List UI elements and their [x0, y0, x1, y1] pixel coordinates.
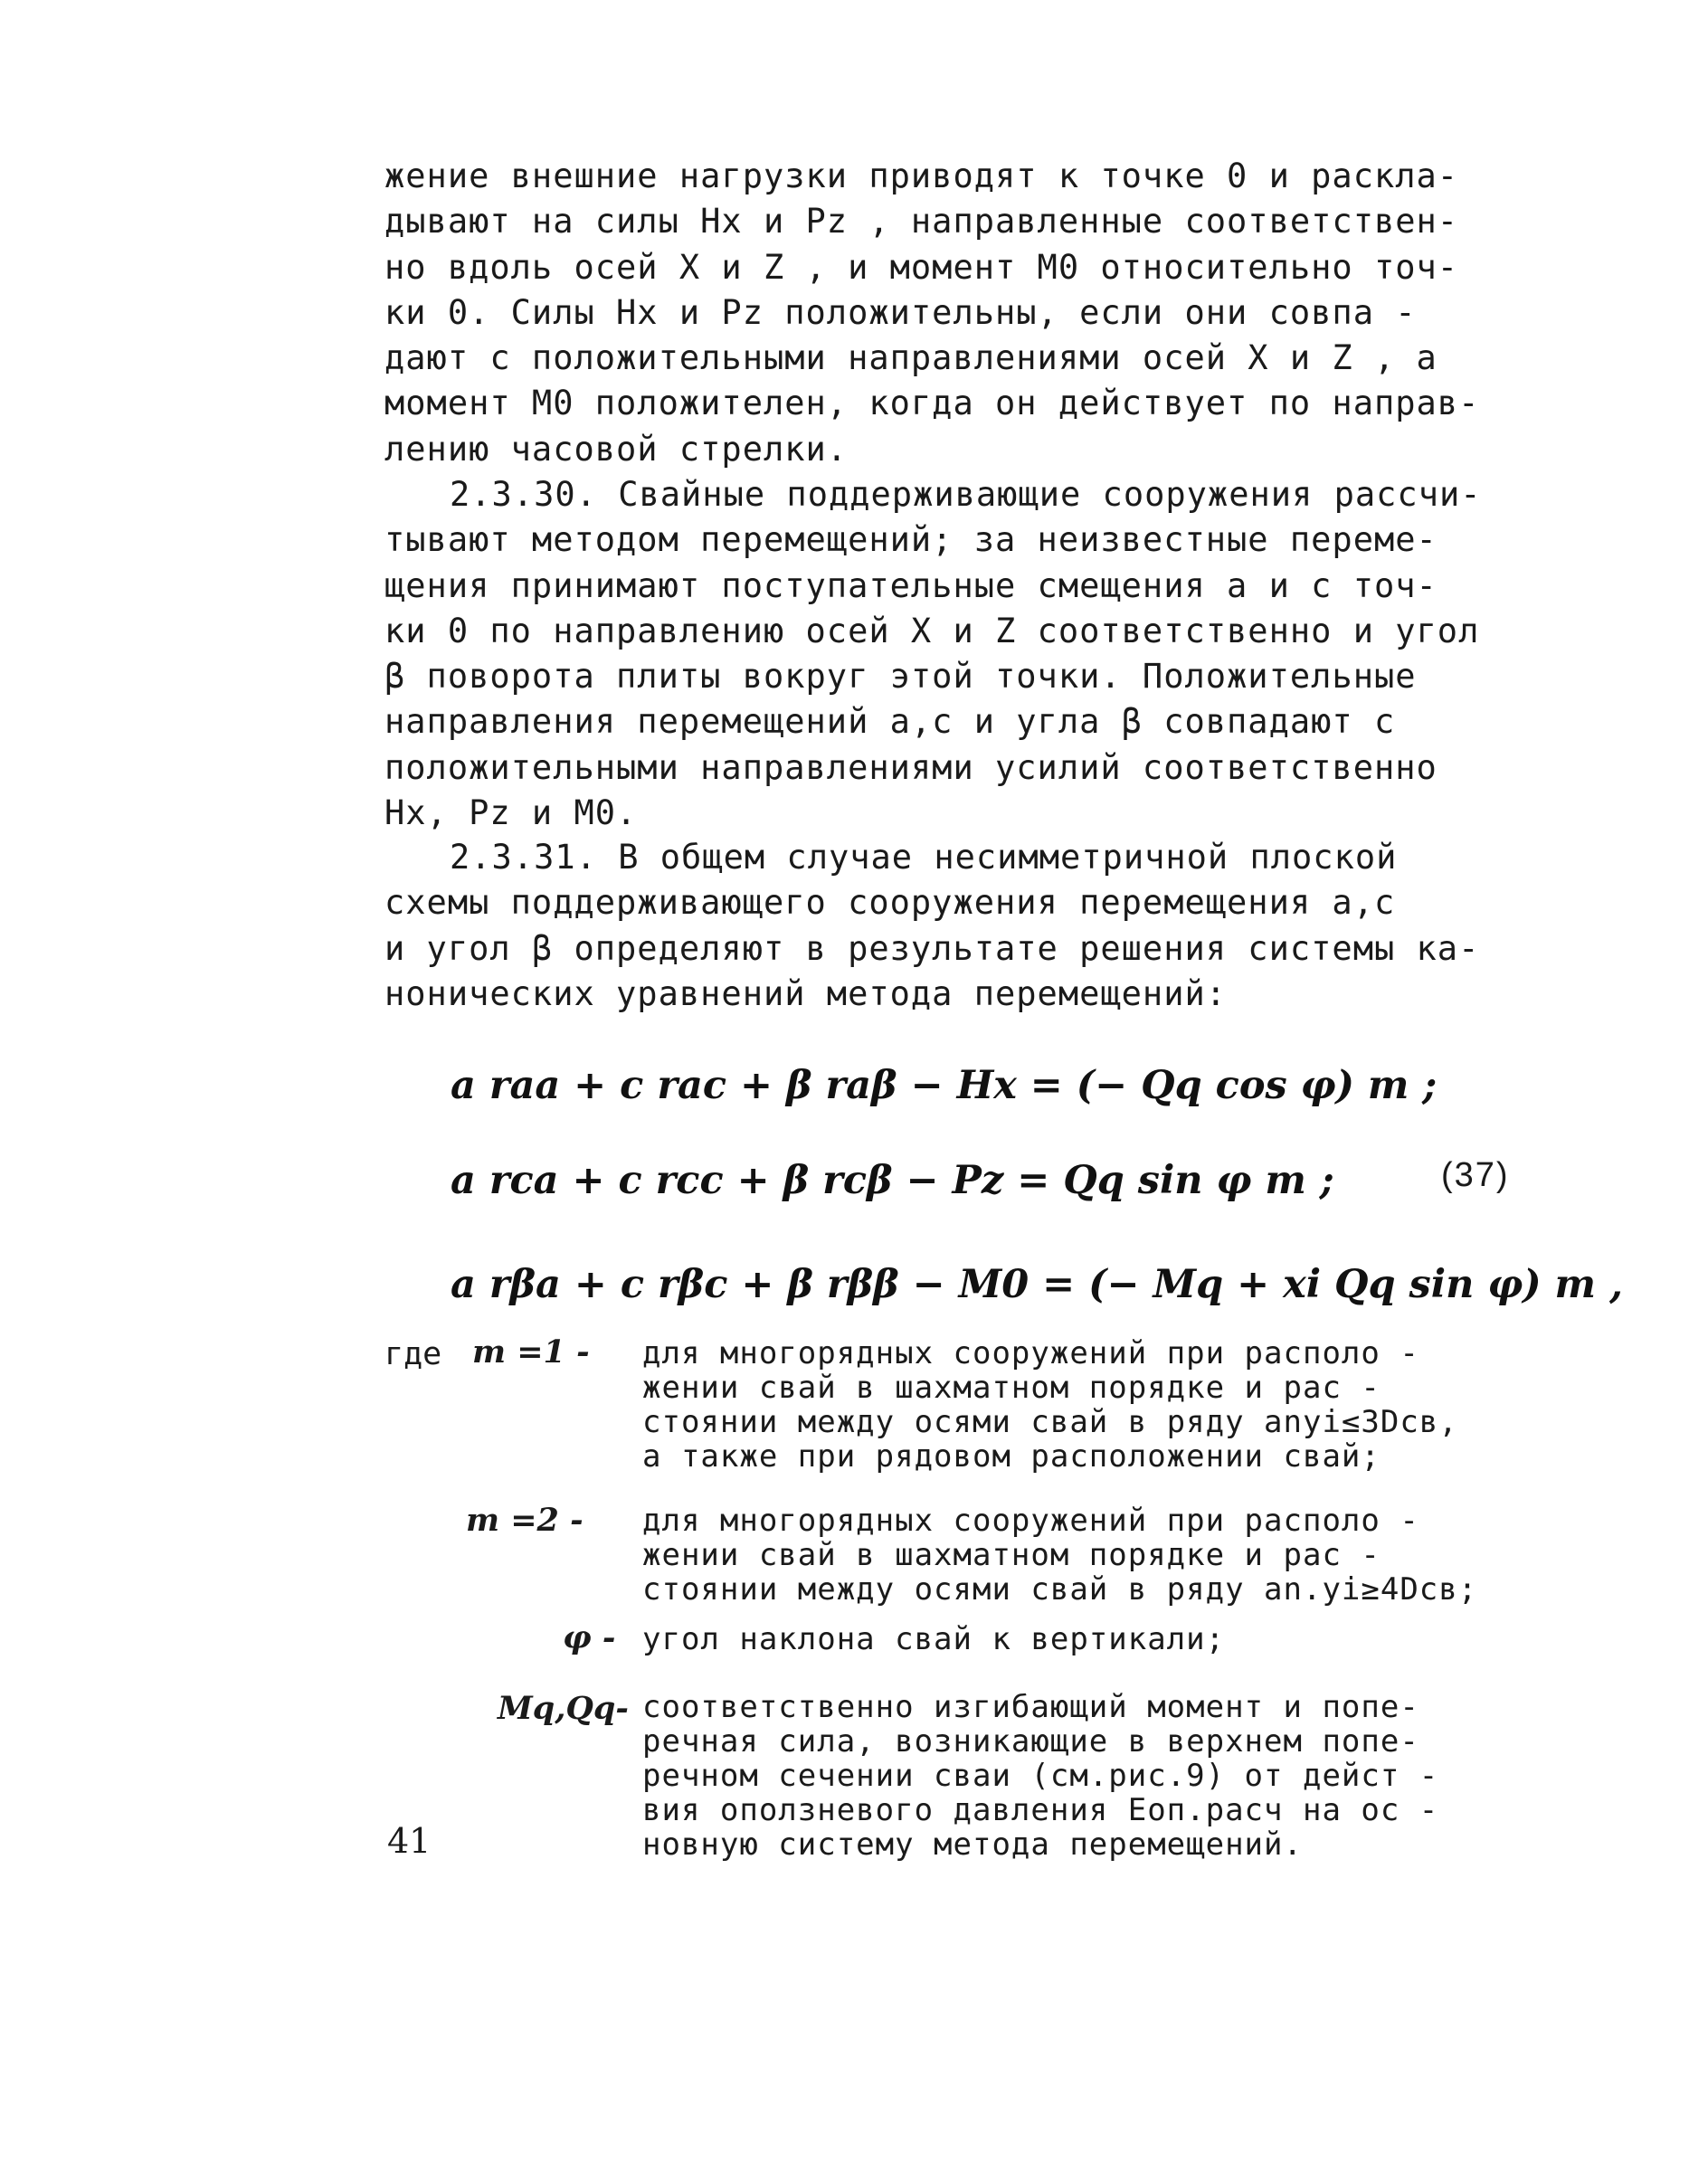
text-line: положительными направлениями усилий соответственно: [384, 747, 1438, 787]
definition-line: стоянии между осями свай в ряду аn.yi≥4Dсв;: [642, 1572, 1478, 1607]
definition-line: вия оползневого давления Eоп.расч на ос -: [642, 1793, 1439, 1827]
definition-symbol-phi: φ -: [563, 1619, 616, 1656]
page-number: 41: [387, 1821, 432, 1861]
text-line: Hx, Pz и M0.: [384, 793, 638, 833]
definition-line: стоянии между осями свай в ряду аnyi≤3Dсв,: [642, 1405, 1458, 1439]
definition-line: угол наклона свай к вертикали;: [642, 1622, 1226, 1656]
definition-line: для многорядных сооружений при располо -: [642, 1504, 1419, 1538]
text-line: 2.3.30. Свайные поддерживающие сооружения рассчи-: [450, 475, 1482, 514]
definition-line: жении свай в шахматном порядке и рас -: [642, 1538, 1381, 1572]
definition-line: новную систему метода перемещений.: [642, 1827, 1303, 1862]
definition-m1: [642, 1336, 1561, 1474]
definition-line: речная сила, возникающие в верхнем попе-: [642, 1724, 1419, 1759]
definition-phi: [642, 1622, 1561, 1656]
text-line: щения принимают поступательные смещения а и с точ-: [384, 565, 1438, 605]
equation-1: a rаа + c rас + β rаβ − Hx = (− Qq cos φ) m ;: [451, 1063, 1438, 1108]
definition-symbol-m1: m =1 -: [472, 1333, 590, 1371]
definition-line: соответственно изгибающий момент и попе-: [642, 1690, 1419, 1724]
definition-line: для многорядных сооружений при располо -: [642, 1336, 1419, 1371]
definition-line: речном сечении сваи (см.рис.9) от дейст -: [642, 1759, 1439, 1793]
paragraph-2-3-30: [384, 472, 1515, 836]
definition-symbol-mq-qq: Mq,Qq-: [498, 1690, 629, 1727]
text-line: β поворота плиты вокруг этой точки. Положительные: [384, 657, 1417, 697]
text-line: тывают методом перемещений; за неизвестные переме-: [384, 520, 1438, 560]
text-line: ки 0 по направлению осей X и Z соответственно и угол: [384, 611, 1480, 650]
text-line: лению часовой стрелки.: [384, 429, 849, 469]
text-line: и угол β определяют в результате решения системы ка-: [384, 928, 1480, 968]
text-line: ки 0. Силы Hx и Pz положительны, если они совпа -: [384, 292, 1417, 332]
text-line: нонических уравнений метода перемещений:: [384, 973, 1228, 1013]
text-line: дывают на силы Hx и Pz , направленные соответствен-: [384, 202, 1459, 242]
text-line: жение внешние нагрузки приводят к точке 0 и раскла-: [384, 157, 1459, 195]
definition-line: жении свай в шахматном порядке и рас -: [642, 1371, 1381, 1405]
equation-number: (37): [1441, 1156, 1510, 1194]
definition-m2: [642, 1504, 1561, 1607]
definition-mq-qq: [642, 1690, 1561, 1862]
text-line: 2.3.31. В общем случае несимметричной плоской: [450, 838, 1398, 877]
definition-symbol-m2: m =2 -: [466, 1502, 584, 1539]
text-line: момент M0 положителен, когда он действует по направ-: [384, 384, 1480, 423]
where-label: где: [384, 1336, 442, 1372]
definition-line: а также при рядовом расположении свай;: [642, 1439, 1381, 1474]
text-line: дают с положительными направлениями осей X и Z , а: [384, 338, 1438, 378]
text-line: но вдоль осей X и Z , и момент M0 относительно точ-: [384, 247, 1459, 287]
equation-2: a rса + c rсс + β rсβ − Pz = Qq sin φ m ;: [451, 1158, 1334, 1203]
paragraph-2-3-31: [384, 835, 1515, 1017]
paragraph-intro: [384, 154, 1515, 472]
text-line: направления перемещений а,с и угла β совпадают с: [384, 702, 1396, 742]
text-line: схемы поддерживающего сооружения перемещения а,с: [384, 883, 1396, 923]
equation-3: a rβа + c rβс + β rββ − M0 = (− Mq + xi Qq sin φ) m ,: [451, 1262, 1623, 1307]
